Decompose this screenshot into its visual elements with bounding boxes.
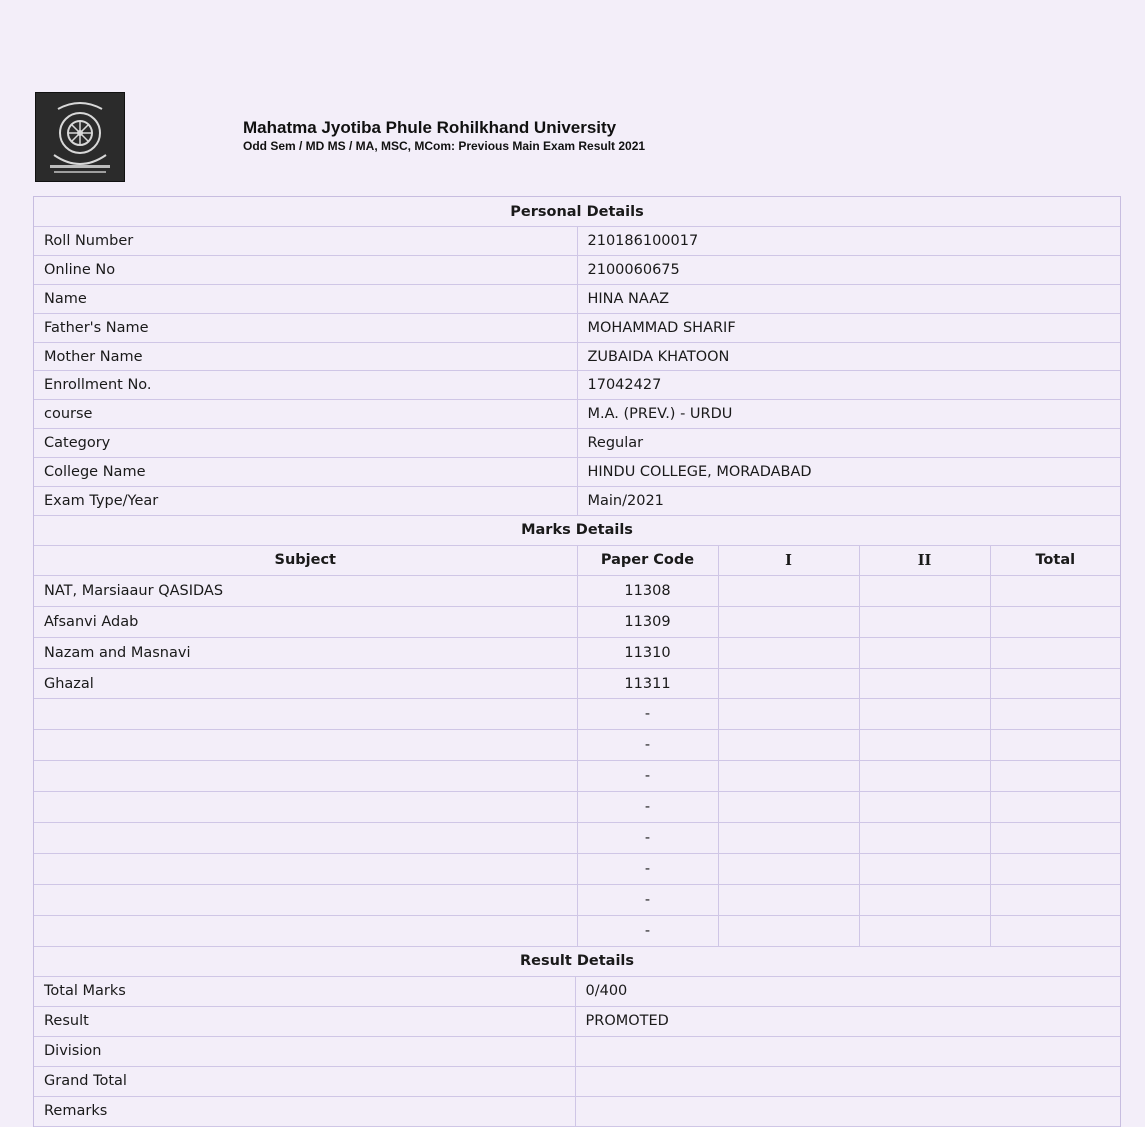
- exam-subtitle: Odd Sem / MD MS / MA, MSC, MCom: Previous Main Exam Result 2021: [243, 139, 646, 153]
- marks-total-cell: [990, 699, 1120, 730]
- marks-ii-cell: [859, 915, 990, 946]
- personal-detail-row: [34, 255, 1120, 284]
- university-logo: [35, 92, 125, 182]
- marks-row: [34, 699, 1120, 730]
- marks-i-cell: [718, 730, 859, 761]
- personal-detail-label: College Name: [34, 458, 577, 487]
- result-detail-label: Division: [34, 1036, 575, 1066]
- marks-total-cell: [990, 730, 1120, 761]
- marks-subject-cell: [34, 792, 577, 823]
- personal-detail-value: Regular: [577, 429, 1120, 458]
- column-header-i: I: [718, 545, 859, 575]
- personal-detail-row: [34, 400, 1120, 429]
- result-detail-row: [34, 1066, 1120, 1096]
- marks-paper-code-cell: -: [577, 915, 718, 946]
- marks-row: [34, 884, 1120, 915]
- personal-detail-label: Roll Number: [34, 227, 577, 256]
- personal-detail-label: course: [34, 400, 577, 429]
- personal-detail-value: 2100060675: [577, 255, 1120, 284]
- personal-detail-row: [34, 342, 1120, 371]
- personal-detail-value: 210186100017: [577, 227, 1120, 256]
- marks-i-cell: [718, 884, 859, 915]
- column-header-total: Total: [990, 545, 1120, 575]
- result-detail-row: [34, 1036, 1120, 1066]
- marks-ii-cell: [859, 761, 990, 792]
- marks-subject-cell: [34, 884, 577, 915]
- personal-detail-value: HINA NAAZ: [577, 284, 1120, 313]
- personal-detail-row: [34, 371, 1120, 400]
- personal-detail-label: Category: [34, 429, 577, 458]
- result-detail-row: [34, 976, 1120, 1006]
- marks-subject-cell: [34, 823, 577, 854]
- marks-subject-cell: [34, 761, 577, 792]
- personal-detail-label: Mother Name: [34, 342, 577, 371]
- marks-row: [34, 761, 1120, 792]
- marks-i-cell: [718, 606, 859, 637]
- personal-detail-label: Online No: [34, 255, 577, 284]
- personal-detail-value: MOHAMMAD SHARIF: [577, 313, 1120, 342]
- marks-subject-cell: [34, 730, 577, 761]
- marks-ii-cell: [859, 884, 990, 915]
- personal-detail-value: 17042427: [577, 371, 1120, 400]
- result-detail-label: Remarks: [34, 1096, 575, 1126]
- marks-paper-code-cell: -: [577, 792, 718, 823]
- university-name: Mahatma Jyotiba Phule Rohilkhand University: [243, 118, 617, 137]
- marks-paper-code-cell: 11311: [577, 668, 718, 699]
- marks-paper-code-cell: -: [577, 730, 718, 761]
- result-detail-row: [34, 1006, 1120, 1036]
- result-detail-label: Total Marks: [34, 976, 575, 1006]
- marks-paper-code-cell: -: [577, 823, 718, 854]
- personal-detail-row: [34, 284, 1120, 313]
- marks-i-cell: [718, 761, 859, 792]
- personal-detail-label: Exam Type/Year: [34, 487, 577, 516]
- result-detail-value: 0/400: [575, 976, 1120, 1006]
- marks-ii-cell: [859, 853, 990, 884]
- personal-detail-value: Main/2021: [577, 487, 1120, 516]
- result-detail-label: Grand Total: [34, 1066, 575, 1096]
- marks-row: [34, 637, 1120, 668]
- marks-total-cell: [990, 668, 1120, 699]
- result-detail-value: [575, 1036, 1120, 1066]
- marks-total-cell: [990, 823, 1120, 854]
- marks-total-cell: [990, 853, 1120, 884]
- marks-paper-code-cell: 11310: [577, 637, 718, 668]
- marks-ii-cell: [859, 575, 990, 606]
- marks-row: [34, 668, 1120, 699]
- marks-row: [34, 823, 1120, 854]
- marks-ii-cell: [859, 668, 990, 699]
- marks-i-cell: [718, 637, 859, 668]
- marks-total-cell: [990, 792, 1120, 823]
- marks-i-cell: [718, 915, 859, 946]
- personal-detail-value: M.A. (PREV.) - URDU: [577, 400, 1120, 429]
- personal-detail-row: [34, 429, 1120, 458]
- marks-row: [34, 915, 1120, 946]
- marks-subject-cell: Ghazal: [34, 668, 577, 699]
- marks-subject-cell: NAT, Marsiaaur QASIDAS: [34, 575, 577, 606]
- personal-detail-value: HINDU COLLEGE, MORADABAD: [577, 458, 1120, 487]
- personal-details-heading: Personal Details: [34, 197, 1120, 227]
- marks-total-cell: [990, 761, 1120, 792]
- personal-detail-row: [34, 487, 1120, 516]
- result-detail-value: [575, 1096, 1120, 1126]
- marks-paper-code-cell: -: [577, 699, 718, 730]
- personal-detail-label: Father's Name: [34, 313, 577, 342]
- personal-detail-label: Enrollment No.: [34, 371, 577, 400]
- column-header-paper-code: Paper Code: [577, 545, 718, 575]
- personal-detail-row: [34, 227, 1120, 256]
- marks-i-cell: [718, 823, 859, 854]
- marks-paper-code-cell: -: [577, 884, 718, 915]
- marks-subject-cell: Nazam and Masnavi: [34, 637, 577, 668]
- marks-total-cell: [990, 884, 1120, 915]
- marks-paper-code-cell: 11309: [577, 606, 718, 637]
- marks-i-cell: [718, 668, 859, 699]
- marks-total-cell: [990, 606, 1120, 637]
- marks-subject-cell: [34, 853, 577, 884]
- result-detail-row: [34, 1096, 1120, 1126]
- personal-detail-value: ZUBAIDA KHATOON: [577, 342, 1120, 371]
- result-detail-value: PROMOTED: [575, 1006, 1120, 1036]
- marks-ii-cell: [859, 823, 990, 854]
- marks-row: [34, 575, 1120, 606]
- marks-subject-cell: [34, 915, 577, 946]
- result-detail-value: [575, 1066, 1120, 1096]
- marks-i-cell: [718, 792, 859, 823]
- marks-row: [34, 606, 1120, 637]
- marks-row: [34, 853, 1120, 884]
- column-header-ii: II: [859, 545, 990, 575]
- marks-i-cell: [718, 853, 859, 884]
- marks-total-cell: [990, 915, 1120, 946]
- personal-detail-row: [34, 313, 1120, 342]
- marks-total-cell: [990, 575, 1120, 606]
- result-sheet: [33, 196, 1121, 1127]
- result-details-table: [34, 947, 1120, 1127]
- university-emblem-icon: [36, 93, 124, 181]
- marks-paper-code-cell: -: [577, 853, 718, 884]
- marks-total-cell: [990, 637, 1120, 668]
- result-detail-label: Result: [34, 1006, 575, 1036]
- column-header-subject: Subject: [34, 545, 577, 575]
- marks-ii-cell: [859, 637, 990, 668]
- personal-detail-row: [34, 458, 1120, 487]
- marks-ii-cell: [859, 792, 990, 823]
- personal-detail-label: Name: [34, 284, 577, 313]
- marks-subject-cell: [34, 699, 577, 730]
- marks-details-heading: Marks Details: [34, 516, 1120, 546]
- marks-row: [34, 730, 1120, 761]
- personal-details-table: [34, 197, 1120, 516]
- marks-row: [34, 792, 1120, 823]
- marks-i-cell: [718, 699, 859, 730]
- result-details-heading: Result Details: [34, 947, 1120, 977]
- marks-ii-cell: [859, 606, 990, 637]
- marks-details-table: [34, 516, 1120, 947]
- marks-paper-code-cell: 11308: [577, 575, 718, 606]
- marks-subject-cell: Afsanvi Adab: [34, 606, 577, 637]
- marks-ii-cell: [859, 730, 990, 761]
- marks-i-cell: [718, 575, 859, 606]
- marks-ii-cell: [859, 699, 990, 730]
- marks-paper-code-cell: -: [577, 761, 718, 792]
